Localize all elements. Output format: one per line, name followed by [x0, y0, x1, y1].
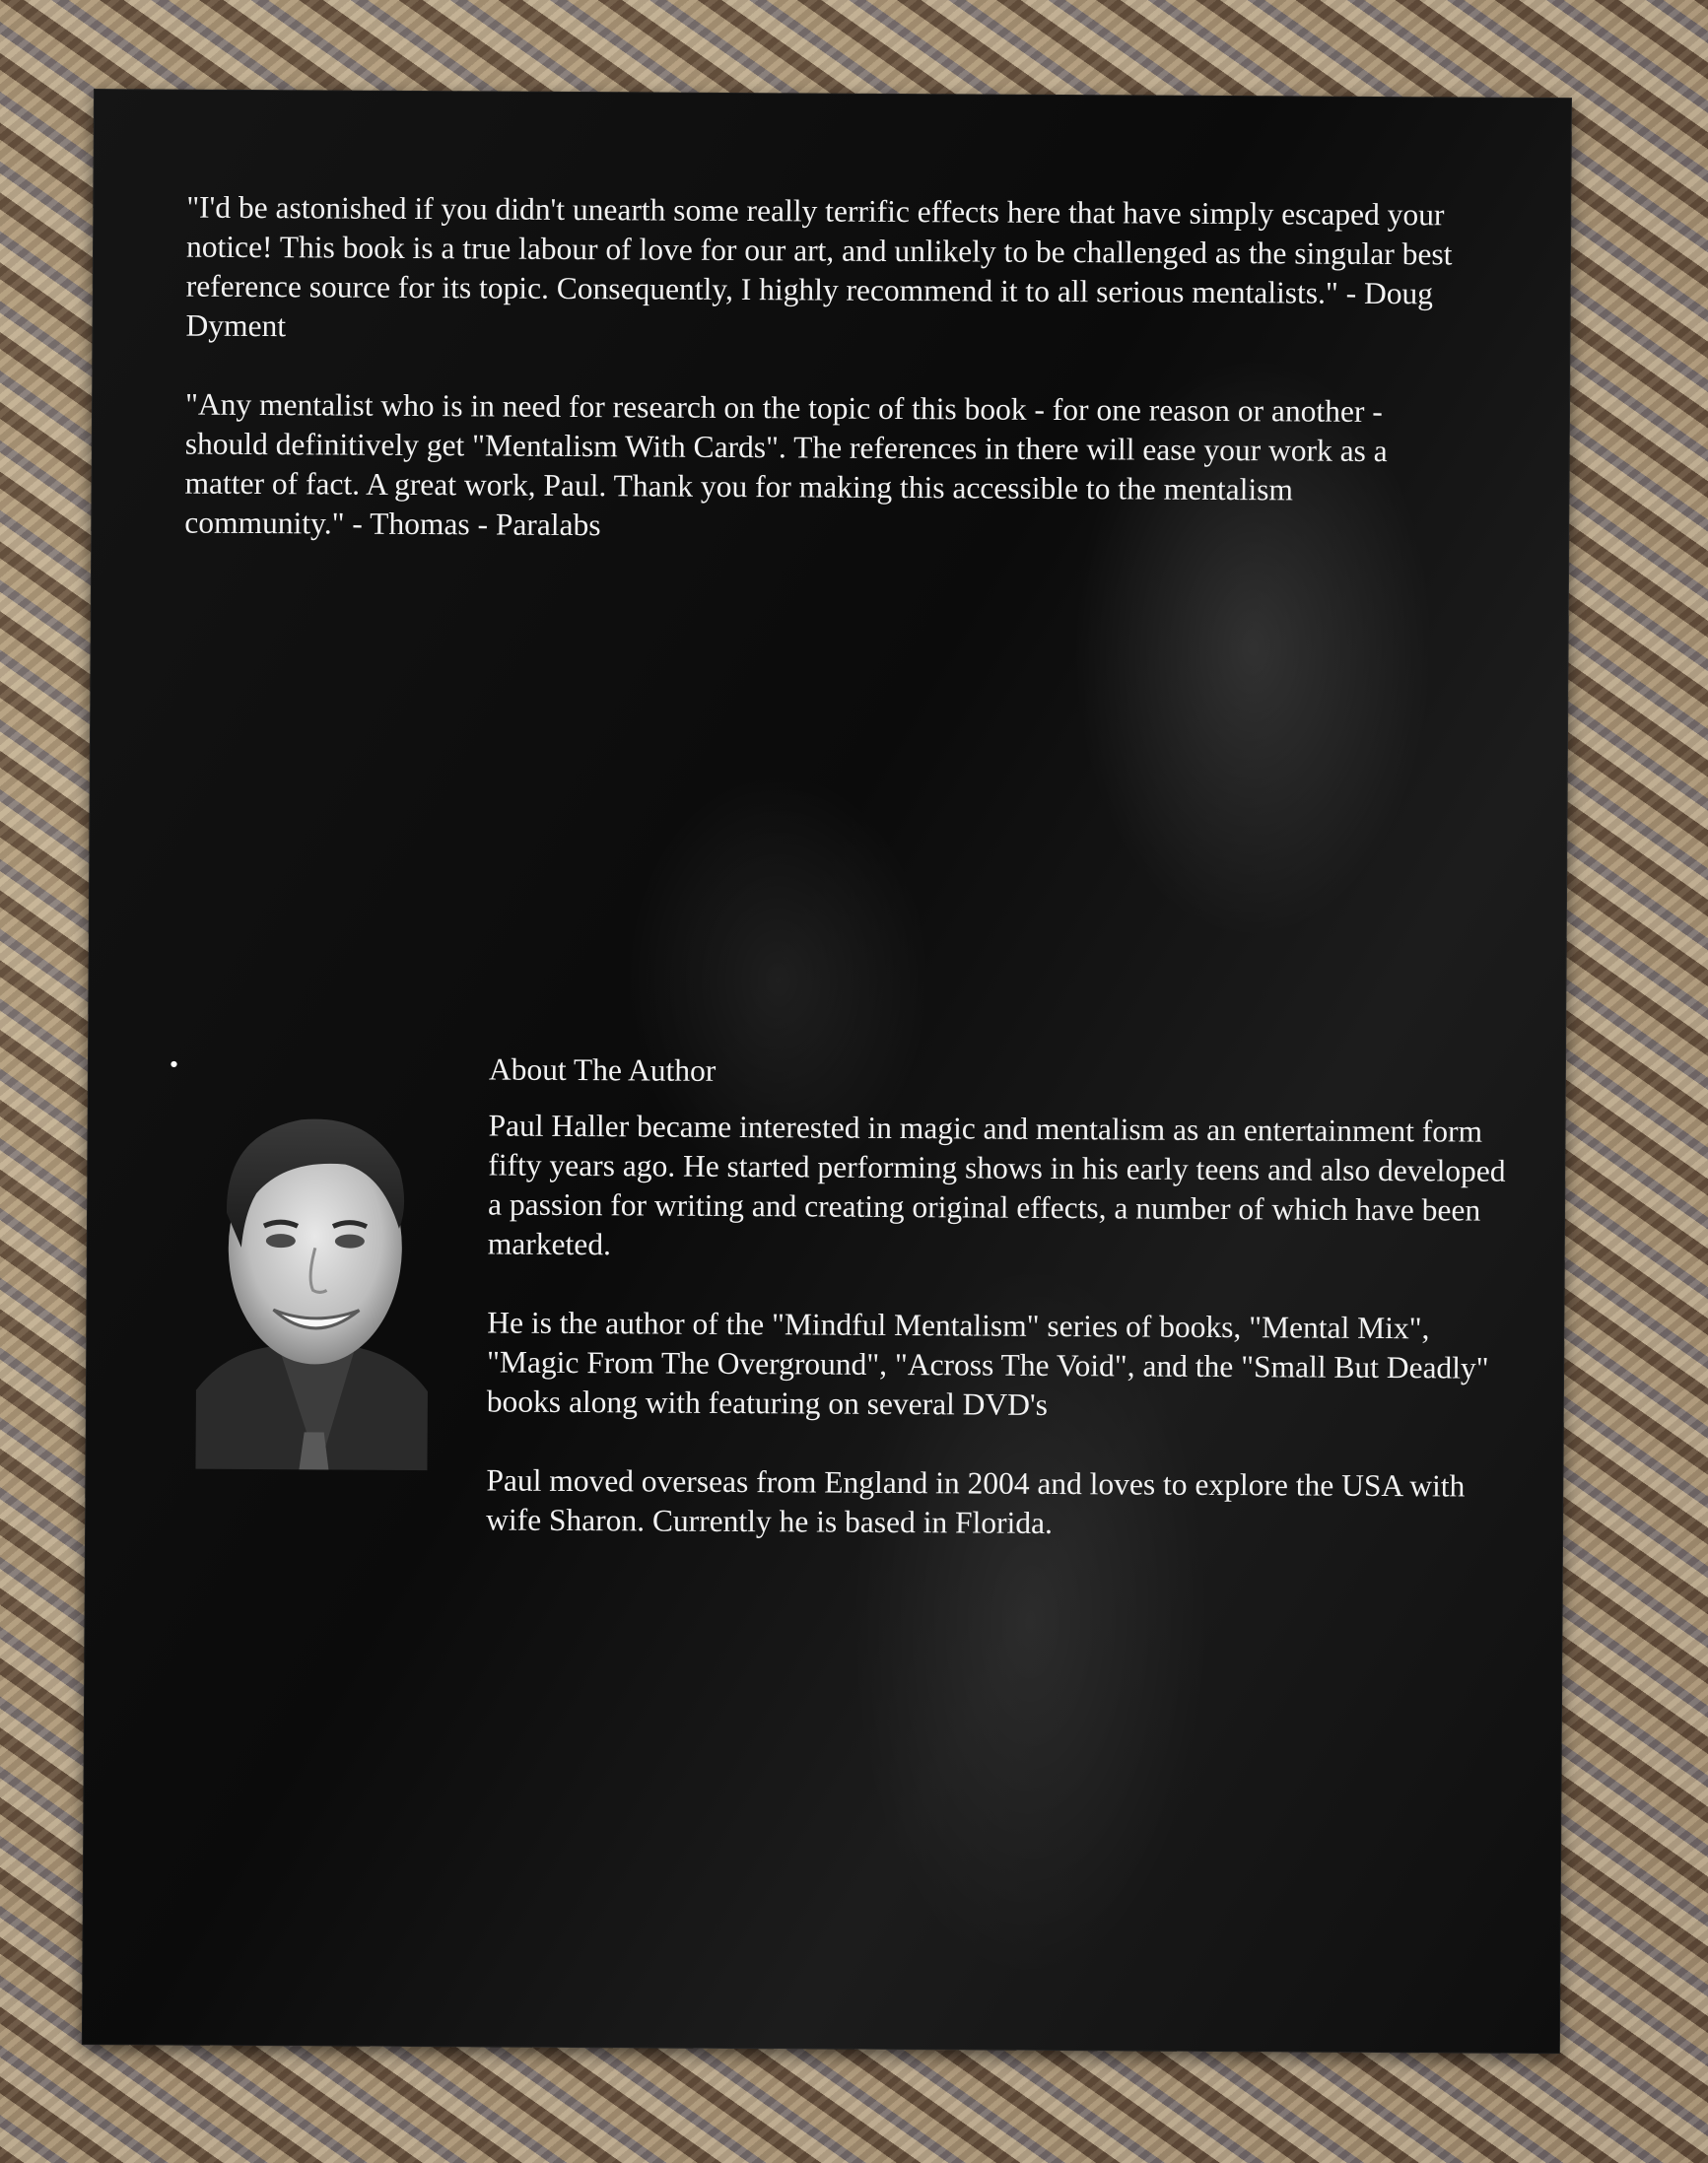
review-quote-thomas-paralabs: "Any mentalist who is in need for research on the topic of this book - for one reason or another - should definitively get "Mentalism With Cards". The references in there will ease your work as a matter of fact. A great work, Paul. Thank you for making this accessible to the mentalism community." - Thomas - Paralabs — [184, 386, 1388, 543]
author-body — [195, 1346, 428, 1470]
book-back-cover — [82, 89, 1572, 2054]
author-photo — [156, 1064, 454, 1480]
author-residence-paragraph: Paul moved overseas from England in 2004 and loves to explore the USA with wife Sharon. Currently he is based in Florida. — [486, 1462, 1466, 1540]
review-quote-doug-dyment: "I'd be astonished if you didn't unearth some really terrific effects here that have simply escaped your notice! This book is a true labour of love for our art, and unlikely to be challenged as the singular best reference source for its topic. Consequently, I highly recommend it to all serious mentalists." - Doug Dyment — [185, 189, 1453, 344]
author-bibliography-paragraph: He is the author of the "Mindful Mentalism" series of books, "Mental Mix", "Magic From The Overground", "Across The Void", and the "Small But Deadly" books along with featuring on several DVD's — [486, 1305, 1489, 1422]
bullet-mark: • — [169, 1049, 179, 1079]
about-author-heading: About The Author — [488, 1051, 717, 1088]
author-head — [226, 1118, 405, 1365]
author-bio-paragraph: Paul Haller became interested in magic and mentalism as an entertainment form fifty years ago. He started performing shows in his early teens and also developed a passion for writing and creating original effects, a number of which have been marketed. — [487, 1108, 1506, 1262]
